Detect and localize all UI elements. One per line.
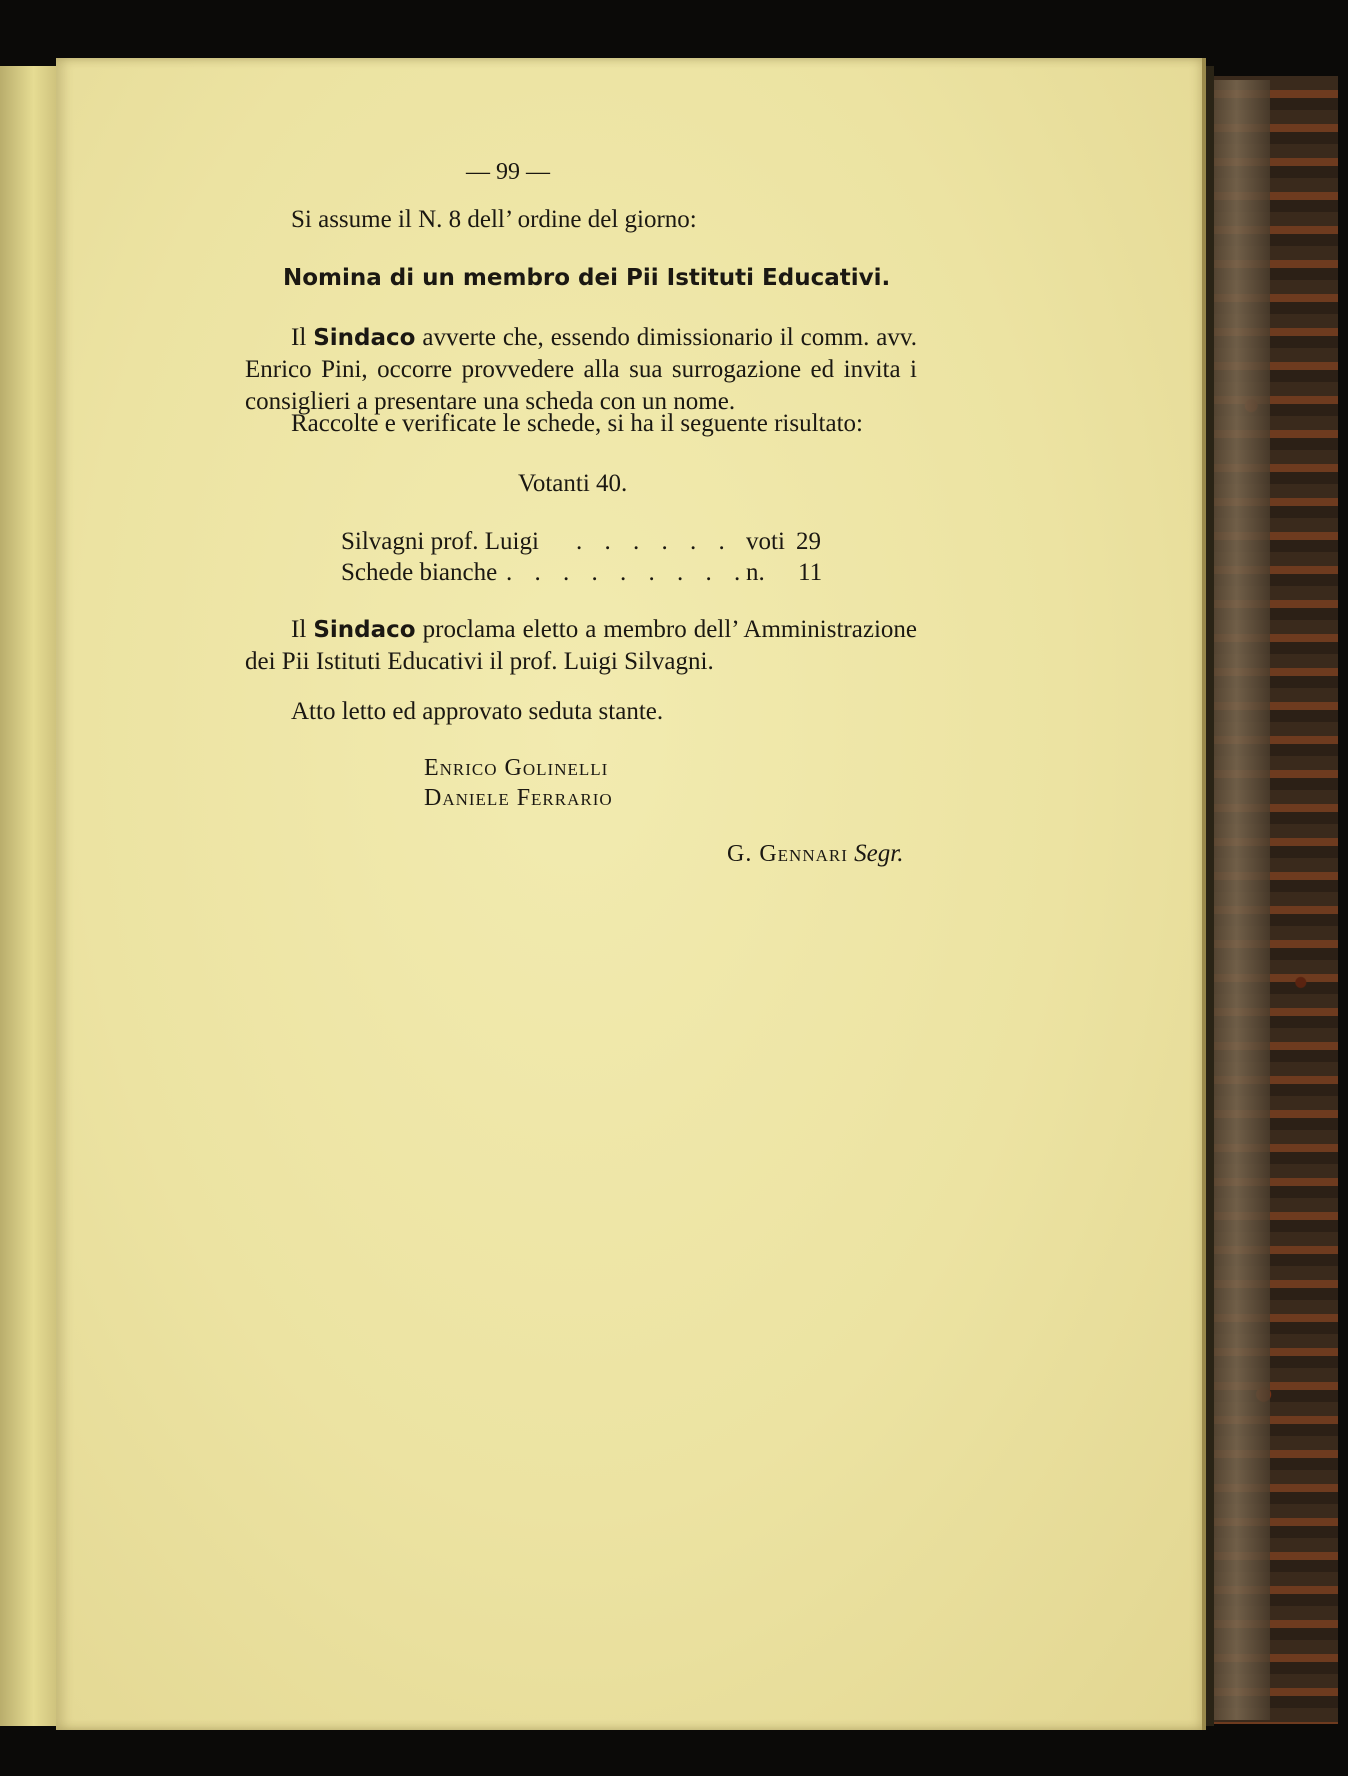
voters-count: Votanti 40. xyxy=(518,470,628,497)
left-page-edge xyxy=(0,66,58,1726)
section-heading: Nomina di un membro dei Pii Istituti Educativi. xyxy=(283,265,891,291)
agenda-intro: Si assume il N. 8 dell’ ordine del giorno: xyxy=(291,206,697,233)
page-edge-shadow xyxy=(1206,66,1214,1726)
paragraph-start: Il xyxy=(291,324,314,351)
result-value: 29 xyxy=(796,528,821,555)
result-unit: n. xyxy=(746,559,765,586)
result-label: Silvagni prof. Luigi xyxy=(341,528,539,555)
paragraph-results-intro: Raccolte e verificate le schede, si ha il seguente risultato: xyxy=(291,410,863,437)
result-label: Schede bianche xyxy=(341,559,498,586)
speaker-name: Sindaco xyxy=(313,617,416,643)
paragraph-start: Il xyxy=(291,616,314,643)
result-unit: voti xyxy=(746,528,785,555)
signatory-name: Daniele Ferrario xyxy=(424,785,613,811)
leader-dots: . . . . . . xyxy=(576,528,733,555)
secretary-signature xyxy=(727,838,903,870)
paragraph-body: avverte che, essendo dimissionario il comm. avv. Enrico Pini, occorre provvedere alla sua surrogazione ed invita i consiglieri a presentare una scheda con un nome. xyxy=(245,324,917,415)
page-block-edge xyxy=(1214,80,1270,1720)
leader-dots: . . . . . . . . . xyxy=(506,559,749,586)
paragraph-proclamation xyxy=(245,614,917,678)
book-page xyxy=(56,58,1206,1730)
secretary-role: Segr. xyxy=(854,840,904,867)
speaker-name: Sindaco xyxy=(313,325,416,351)
approval-statement: Atto letto ed approvato seduta stante. xyxy=(291,698,664,725)
result-value: 11 xyxy=(798,559,823,586)
paragraph-body: proclama eletto a membro dell’ Amministrazione dei Pii Istituti Educativi il prof. Luigi Silvagni. xyxy=(245,616,917,675)
paragraph-mayor-notice xyxy=(245,322,917,418)
secretary-name: G. Gennari xyxy=(727,841,848,867)
signatory-name: Enrico Golinelli xyxy=(424,755,609,781)
page-number: — 99 — xyxy=(466,159,550,185)
